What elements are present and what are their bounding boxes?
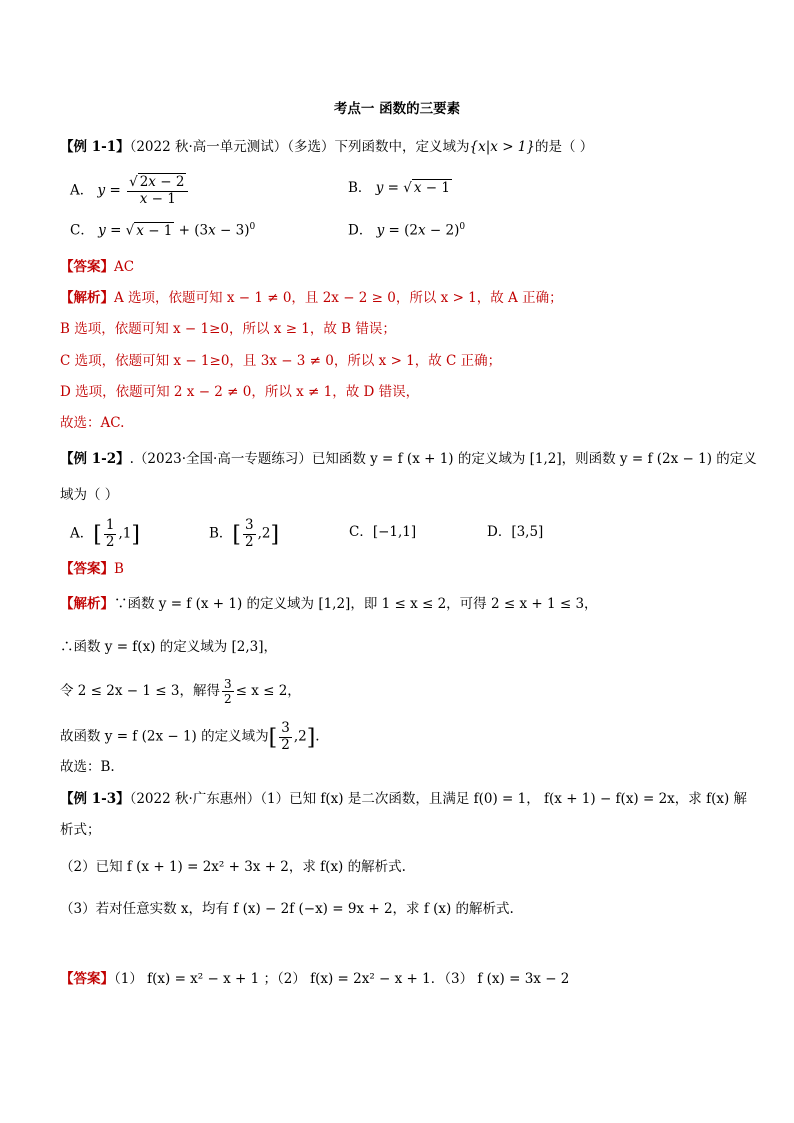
section-title: 考点一 函数的三要素 (333, 101, 461, 117)
option-a-label: A． (70, 182, 94, 199)
option-a-label: A． (70, 525, 94, 542)
answer-value: AC (114, 259, 135, 275)
option-c: C． y = √ $x - 1 + (3x - 3)^0$ (70, 222, 256, 239)
analysis-1-2-line1: 【解析】∵函数 y = f (x + 1) 的定义域为 [1,2]，即 1 ≤ x ≤ 2，可得 2 ≤ x + 1 ≤ 3， (60, 596, 598, 612)
example-label: 【例 1-1】 (60, 139, 130, 155)
analysis-1-2-line2: ∴函数 y = f(x) 的定义域为 [2,3]， (60, 639, 278, 655)
example-1-3-question-line2: 析式； (60, 822, 101, 838)
analysis-1-1-line2: B 选项，依题可知 x − 1≥0，所以 x ≥ 1，故 B 错误； (60, 321, 396, 337)
analysis-1-2-line5: 故选：B. (60, 759, 115, 775)
answer-value: （1） f(x) = x² − x + 1 ；（2） f(x) = 2x² − x + 1．（3） f (x) = 3x − 2 (114, 971, 570, 987)
option-d: D． $y = (2x - 2)^0$ (348, 222, 466, 239)
option-d-label: D． (348, 222, 373, 239)
example-1-2-question-line1: 【例 1-2】.（2023·全国·高一专题练习）已知函数 y = f (x + 1) 的定义域为 [1,2]，则函数 y = f (2x − 1) 的定义 (60, 451, 757, 467)
analysis-1-1-line4: D 选项，依题可知 2 x − 2 ≠ 0，所以 x ≠ 1，故 D 错误， (60, 384, 420, 400)
option-d: D．[3,5] (487, 524, 544, 540)
analysis-1-1-line5: 故选：AC. (60, 415, 125, 431)
answer-1-2 (60, 563, 124, 577)
option-a-fraction: $\frac{√ 2x - 2}{x - 1}$ (127, 176, 188, 206)
example-1-3-question-line1: 【例 1-3】（2022 秋·广东惠州）（1）已知 f(x) 是二次函数，且满足 f(0) = 1， f(x + 1) − f(x) = 2x，求 f(x) 解 (60, 791, 748, 807)
answer-1-1 (60, 261, 134, 275)
analysis-1-1-line1: 【解析】A 选项，依题可知 x − 1 ≠ 0，且 2x − 2 ≥ 0，所以 x > 1，故 A 正确； (60, 290, 563, 306)
option-c-label: C． (70, 222, 94, 239)
domain-set: {x|x > 1} (469, 139, 535, 155)
question-tail: 的是（ ） (534, 139, 594, 155)
option-a: A．[ $\frac{1}{2}$ ,1] (70, 517, 140, 550)
option-b: B． y = √ x − 1 (348, 180, 450, 196)
analysis-1-2-line4: 故函数 y = f (2x − 1) 的定义域为[ $\frac{3}{2}$ ,2]. (60, 720, 320, 753)
option-b: B．[ $\frac{3}{2}$ ,2] (209, 517, 280, 550)
option-b-label: B． (209, 525, 233, 542)
example-1-3-question-line4: （3）若对任意实数 x，均有 f (x) − 2f (−x) = 9x + 2，求 f (x) 的解析式. (60, 901, 514, 917)
answer-value: B (114, 561, 124, 577)
option-a: A． y = $\frac{√ 2x - 2}{x - 1}$ (70, 176, 190, 206)
answer-label: 【答案】 (60, 561, 114, 577)
answer-1-3 (60, 973, 569, 987)
example-label: 【例 1-2】 (60, 451, 130, 467)
analysis-label: 【解析】 (60, 596, 114, 612)
answer-label: 【答案】 (60, 259, 114, 275)
example-1-2-question-line2: 域为（ ） (60, 487, 119, 503)
example-1-3-question-line3: （2）已知 f (x + 1) = 2x² + 3x + 2，求 f(x) 的解析式. (60, 859, 406, 875)
answer-label: 【答案】 (60, 971, 114, 987)
analysis-1-1-line3: C 选项，依题可知 x − 1≥0，且 3x − 3 ≠ 0，所以 x > 1，故 C 正确； (60, 353, 502, 369)
example-1-1-question (60, 141, 593, 155)
option-c: C．[−1,1] (349, 524, 417, 540)
example-label: 【例 1-3】 (60, 791, 130, 807)
option-b-label: B． (348, 180, 372, 196)
example-source: （2022 秋·高一单元测试）（多选）下列函数中，定义域为 (129, 139, 470, 155)
analysis-1-2-line3: 令 2 ≤ 2x − 1 ≤ 3，解得 $\frac{3}{2}$ ≤ x ≤ 2， (60, 677, 301, 706)
analysis-label: 【解析】 (60, 290, 114, 306)
